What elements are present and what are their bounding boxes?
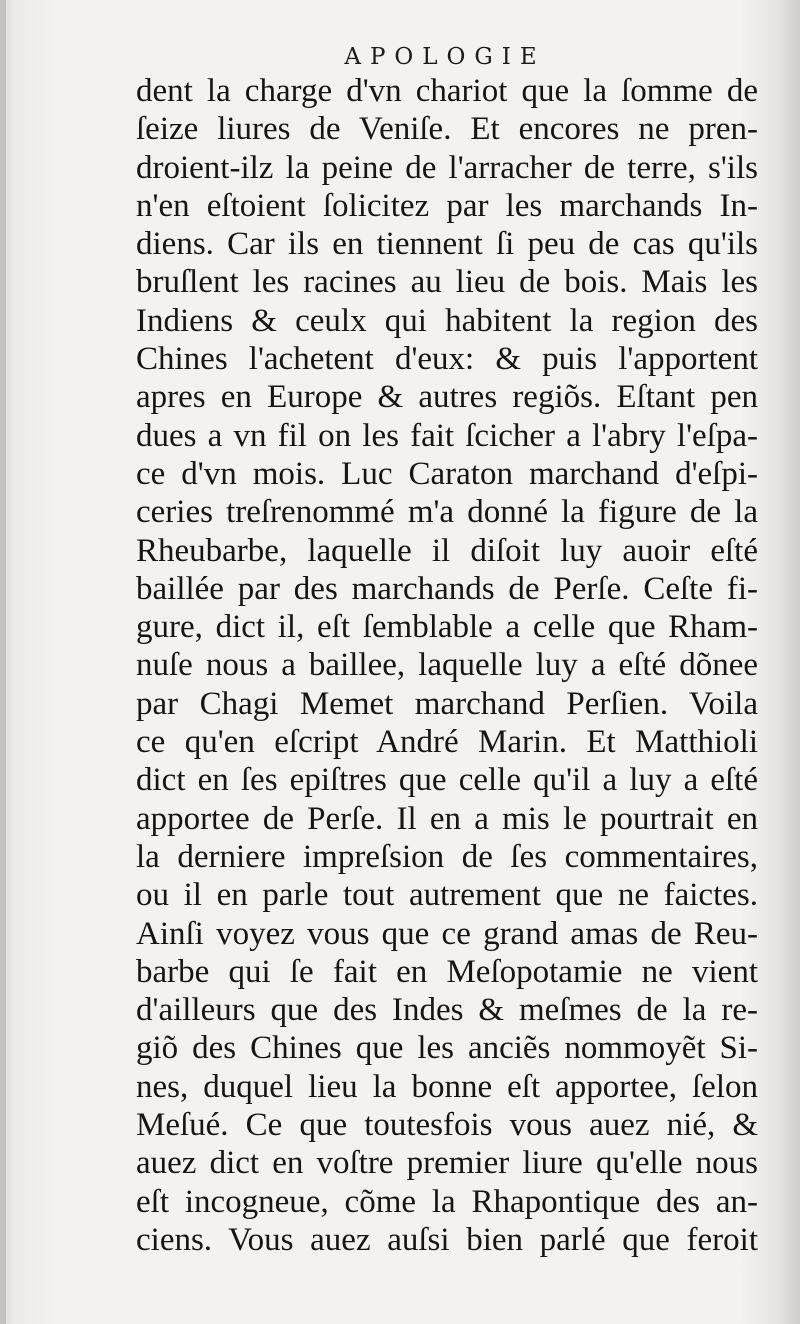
text-line: nes, duquel lieu la bonne eſt apportee, ſelon [136,1068,758,1105]
text-line: apportee de Perſe. Il en a mis le pourtrait en [136,800,758,837]
text-line: Ainſi voyez vous que ce grand amas de Reu- [136,915,758,952]
text-line: nuſe nous a baillee, laquelle luy a eſté dõnee [136,647,758,684]
text-line: bruſlent les racines au lieu de bois. Mais les [136,264,758,301]
text-line: droient-ilz la peine de l'arracher de terre, s'ils [136,149,758,186]
text-line: Chines l'achetent d'eux: & puis l'apportent [136,341,758,378]
text-line: gure, dict il, eſt ſemblable a celle que Rham- [136,609,758,646]
text-line: baillée par des marchands de Perſe. Ceſte fi- [136,570,758,607]
text-line: dues a vn fil on les fait ſcicher a l'abry l'eſpa- [136,417,758,454]
text-line: ou il en parle tout autrement que ne faictes. [136,877,758,914]
text-line: auez dict en voſtre premier liure qu'elle nous [136,1145,758,1182]
text-line: apres en Europe & autres regiõs. Eſtant pen [136,379,758,416]
page-edge-shadow [0,0,6,1324]
text-line: giõ des Chines que les anciẽs nommoyẽt Si- [136,1030,758,1067]
text-line: la derniere impreſsion de ſes commentaires, [136,838,758,875]
text-line: barbe qui ſe fait en Meſopotamie ne vient [136,953,758,990]
body-text [136,72,758,1259]
text-line: eſt incogneue, cõme la Rhapontique des an- [136,1183,758,1220]
text-line: d'ailleurs que des Indes & meſmes de la re- [136,992,758,1029]
text-line: par Chagi Memet marchand Perſien. Voila [136,685,758,722]
text-line: n'en eſtoient ſolicitez par les marchands In- [136,187,758,224]
text-line: ceries treſrenommé m'a donné la figure de la [136,494,758,531]
text-line: Rheubarbe, laquelle il diſoit luy auoir eſté [136,532,758,569]
text-line: ſeize liures de Veniſe. Et encores ne pren- [136,111,758,148]
text-line: ce d'vn mois. Luc Caraton marchand d'eſpi- [136,455,758,492]
text-line: diens. Car ils en tiennent ſi peu de cas qu'ils [136,226,758,263]
text-line: dict en ſes epiſtres que celle qu'il a luy a eſté [136,762,758,799]
text-line: Indiens & ceulx qui habitent la region des [136,302,758,339]
running-head: APOLOGIE [344,44,546,70]
text-line: dent la charge d'vn chariot que la ſomme de [136,73,758,109]
text-line: ciens. Vous auez auſsi bien parlé que feroit [136,1221,758,1258]
text-line: ce qu'en eſcript André Marin. Et Matthioli [136,724,758,761]
text-line: Meſué. Ce que toutesfois vous auez nié, & [136,1107,758,1144]
